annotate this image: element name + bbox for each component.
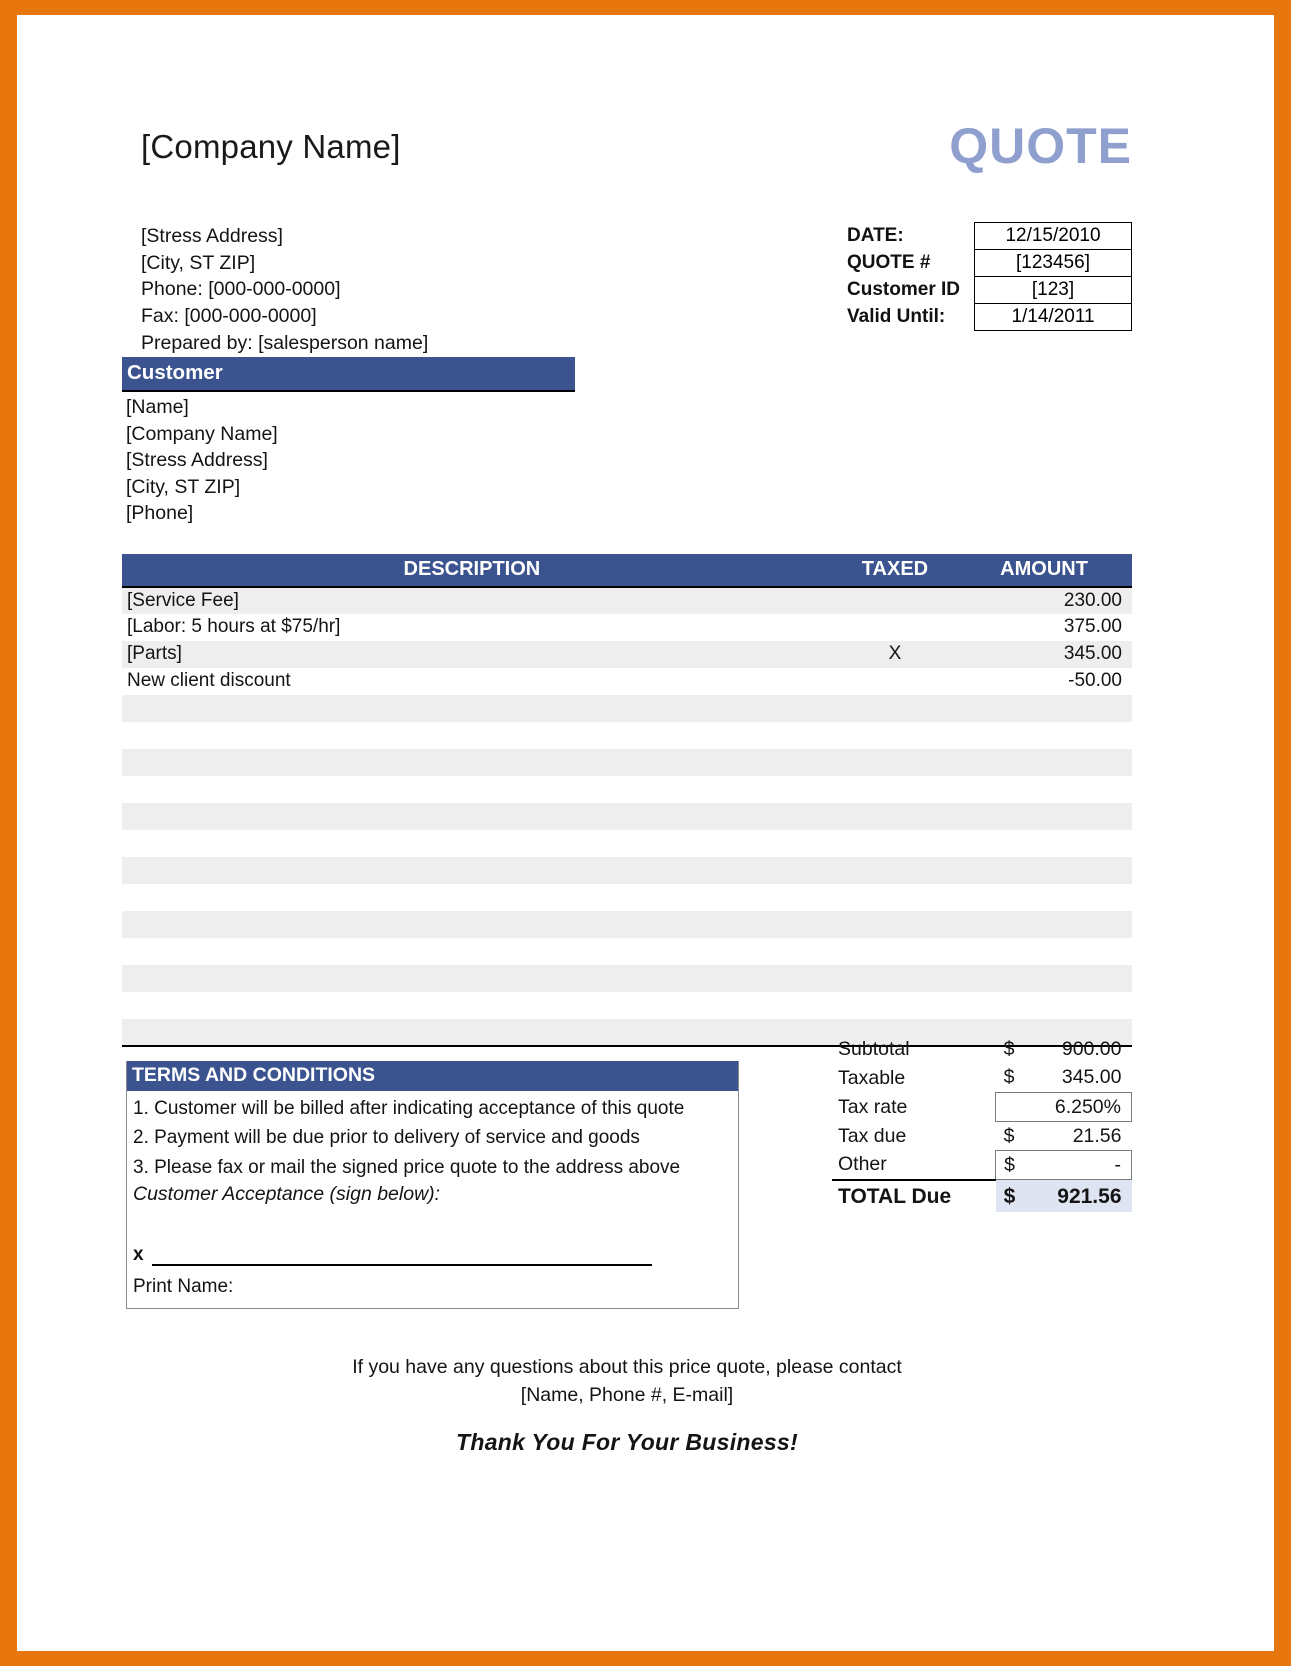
signature-row xyxy=(133,1244,713,1266)
customer-name: [Name] xyxy=(126,396,189,418)
meta-label-quote-number: QUOTE # xyxy=(847,252,931,273)
cell-description[interactable]: [Parts] xyxy=(122,641,822,668)
cell-taxed[interactable] xyxy=(822,992,968,1019)
cell-taxed[interactable] xyxy=(822,695,968,722)
terms-item-1: 1. Customer will be billed after indicating acceptance of this quote xyxy=(133,1097,685,1119)
subtotal-currency: $ xyxy=(1003,1037,1015,1060)
subtotal-label: Subtotal xyxy=(838,1037,910,1060)
other-currency: $ xyxy=(996,1151,1030,1180)
signature-mark: x xyxy=(133,1243,144,1265)
line-items-table xyxy=(122,554,1132,1047)
meta-value-quote-number[interactable]: [123456] xyxy=(975,250,1132,277)
cell-description[interactable] xyxy=(122,1019,822,1046)
table-row xyxy=(122,803,1132,830)
meta-row-valid-until xyxy=(847,304,1131,331)
sender-city-state-zip: [City, ST ZIP] xyxy=(141,251,256,274)
cell-description[interactable]: New client discount xyxy=(122,668,822,695)
customer-details xyxy=(122,392,1132,527)
cell-description[interactable] xyxy=(122,911,822,938)
cell-taxed[interactable] xyxy=(822,776,968,803)
cell-taxed[interactable] xyxy=(822,884,968,911)
table-row xyxy=(122,830,1132,857)
cell-amount[interactable] xyxy=(968,803,1132,830)
cell-description[interactable] xyxy=(122,776,822,803)
taxable-currency: $ xyxy=(1003,1066,1015,1089)
table-row xyxy=(122,722,1132,749)
cell-taxed[interactable] xyxy=(822,830,968,857)
cell-amount[interactable]: 230.00 xyxy=(968,587,1132,614)
table-row xyxy=(122,776,1132,803)
lower-section xyxy=(122,1037,1132,1331)
cell-taxed[interactable] xyxy=(822,938,968,965)
cell-amount[interactable] xyxy=(968,722,1132,749)
cell-taxed[interactable] xyxy=(822,965,968,992)
terms-item-3: 3. Please fax or mail the signed price quote to the address above xyxy=(133,1156,681,1178)
table-row xyxy=(122,695,1132,722)
sender-and-meta xyxy=(122,210,1132,355)
cell-amount[interactable]: 375.00 xyxy=(968,614,1132,641)
terms-item-2: 2. Payment will be due prior to delivery of service and goods xyxy=(133,1127,640,1148)
tax-rate-input[interactable]: 6.250% xyxy=(996,1093,1132,1122)
cell-description[interactable] xyxy=(122,830,822,857)
table-row xyxy=(122,911,1132,938)
sender-address: [Stress Address] xyxy=(141,225,283,247)
meta-row-customer-id xyxy=(847,277,1131,304)
table-row xyxy=(122,938,1132,965)
cell-amount[interactable] xyxy=(968,749,1132,776)
thank-you-message: Thank You For Your Business! xyxy=(456,1428,798,1455)
page-title: QUOTE xyxy=(949,118,1132,174)
customer-company: [Company Name] xyxy=(126,422,278,445)
sender-block xyxy=(141,223,428,357)
print-name-label: Print Name: xyxy=(133,1275,234,1297)
table-row xyxy=(122,587,1132,614)
cell-amount[interactable]: 345.00 xyxy=(968,641,1132,668)
customer-city-state-zip: [City, ST ZIP] xyxy=(126,475,241,498)
totals-row-tax-due xyxy=(832,1122,1132,1151)
cell-description[interactable] xyxy=(122,803,822,830)
sender-phone: Phone: [000-000-0000] xyxy=(141,278,341,301)
cell-description[interactable] xyxy=(122,722,822,749)
table-row xyxy=(122,884,1132,911)
cell-taxed[interactable] xyxy=(822,749,968,776)
cell-amount[interactable] xyxy=(968,776,1132,803)
cell-description[interactable] xyxy=(122,884,822,911)
line-items-body xyxy=(122,587,1132,1046)
tax-due-label: Tax due xyxy=(838,1124,907,1147)
quote-sheet xyxy=(122,100,1132,1456)
cell-description[interactable]: [Service Fee] xyxy=(122,587,822,614)
meta-label-customer-id: Customer ID xyxy=(847,279,960,300)
table-row xyxy=(122,641,1132,668)
totals-row-total-due xyxy=(832,1180,1132,1212)
terms-and-conditions-box xyxy=(126,1061,739,1309)
customer-section xyxy=(122,357,1132,527)
other-label: Other xyxy=(832,1151,996,1180)
cell-taxed[interactable]: X xyxy=(822,641,968,668)
meta-label-date: DATE: xyxy=(847,225,904,246)
cell-amount[interactable] xyxy=(968,938,1132,965)
cell-taxed[interactable] xyxy=(822,722,968,749)
footer-contact-details: [Name, Phone #, E-mail] xyxy=(520,1383,734,1406)
terms-list xyxy=(127,1091,738,1183)
cell-description[interactable] xyxy=(122,857,822,884)
customer-acceptance-label: Customer Acceptance (sign below): xyxy=(133,1183,441,1205)
tax-rate-label: Tax rate xyxy=(838,1095,908,1118)
cell-description[interactable] xyxy=(122,695,822,722)
cell-description[interactable] xyxy=(122,965,822,992)
prepared-by: Prepared by: [salesperson name] xyxy=(141,331,429,354)
company-name: [Company Name] xyxy=(141,128,401,165)
sender-fax: Fax: [000-000-0000] xyxy=(141,305,317,328)
cell-taxed[interactable] xyxy=(822,587,968,614)
table-row xyxy=(122,992,1132,1019)
quote-meta-table xyxy=(847,222,1132,331)
cell-taxed[interactable] xyxy=(822,803,968,830)
meta-label-valid-until: Valid Until: xyxy=(847,306,946,327)
total-due-currency: $ xyxy=(996,1180,1030,1212)
cell-amount[interactable] xyxy=(968,884,1132,911)
cell-amount[interactable] xyxy=(968,695,1132,722)
footer-contact-line: If you have any questions about this price quote, please contact xyxy=(352,1355,902,1378)
cell-taxed[interactable] xyxy=(822,911,968,938)
totals-row-subtotal xyxy=(832,1035,1132,1064)
column-header-amount: AMOUNT xyxy=(968,554,1132,587)
cell-description[interactable]: [Labor: 5 hours at $75/hr] xyxy=(122,614,822,641)
meta-row-date xyxy=(847,223,1131,250)
document-header xyxy=(122,100,1132,210)
column-header-taxed: TAXED xyxy=(822,554,968,587)
totals-row-taxable xyxy=(832,1064,1132,1093)
document-page xyxy=(17,15,1274,1651)
cell-amount[interactable] xyxy=(968,965,1132,992)
table-row xyxy=(122,857,1132,884)
cell-taxed[interactable] xyxy=(822,614,968,641)
totals-table xyxy=(832,1035,1132,1212)
column-header-description: DESCRIPTION xyxy=(122,554,822,587)
subtotal-value: 900.00 xyxy=(1061,1037,1122,1060)
total-due-label: TOTAL Due xyxy=(838,1185,952,1208)
table-row xyxy=(122,749,1132,776)
totals-row-tax-rate xyxy=(832,1093,1132,1122)
meta-row-quote-number xyxy=(847,250,1131,277)
other-input[interactable]: - xyxy=(1030,1151,1132,1180)
table-row xyxy=(122,965,1132,992)
cell-amount[interactable] xyxy=(968,857,1132,884)
signature-line[interactable] xyxy=(152,1253,652,1266)
tax-due-value: 21.56 xyxy=(1072,1124,1122,1147)
terms-heading: TERMS AND CONDITIONS xyxy=(127,1061,738,1091)
table-row xyxy=(122,668,1132,695)
customer-phone: [Phone] xyxy=(126,502,194,524)
customer-address: [Stress Address] xyxy=(126,449,268,471)
cell-amount[interactable] xyxy=(968,830,1132,857)
cell-description[interactable] xyxy=(122,938,822,965)
taxable-label: Taxable xyxy=(838,1066,906,1089)
table-header-row xyxy=(122,554,1132,587)
tax-due-currency: $ xyxy=(1003,1124,1015,1147)
meta-value-customer-id[interactable]: [123] xyxy=(975,277,1132,304)
cell-description[interactable] xyxy=(122,992,822,1019)
cell-amount[interactable] xyxy=(968,992,1132,1019)
customer-heading: Customer xyxy=(122,357,575,392)
total-due-value: 921.56 xyxy=(1030,1180,1132,1212)
cell-amount[interactable]: -50.00 xyxy=(968,668,1132,695)
table-row xyxy=(122,614,1132,641)
cell-description[interactable] xyxy=(122,749,822,776)
cell-taxed[interactable] xyxy=(822,857,968,884)
cell-taxed[interactable] xyxy=(822,668,968,695)
meta-value-valid-until[interactable]: 1/14/2011 xyxy=(975,304,1132,331)
document-footer xyxy=(122,1353,1132,1456)
cell-amount[interactable] xyxy=(968,911,1132,938)
taxable-value: 345.00 xyxy=(1061,1066,1122,1089)
totals-row-other xyxy=(832,1151,1132,1180)
meta-value-date[interactable]: 12/15/2010 xyxy=(975,223,1132,250)
